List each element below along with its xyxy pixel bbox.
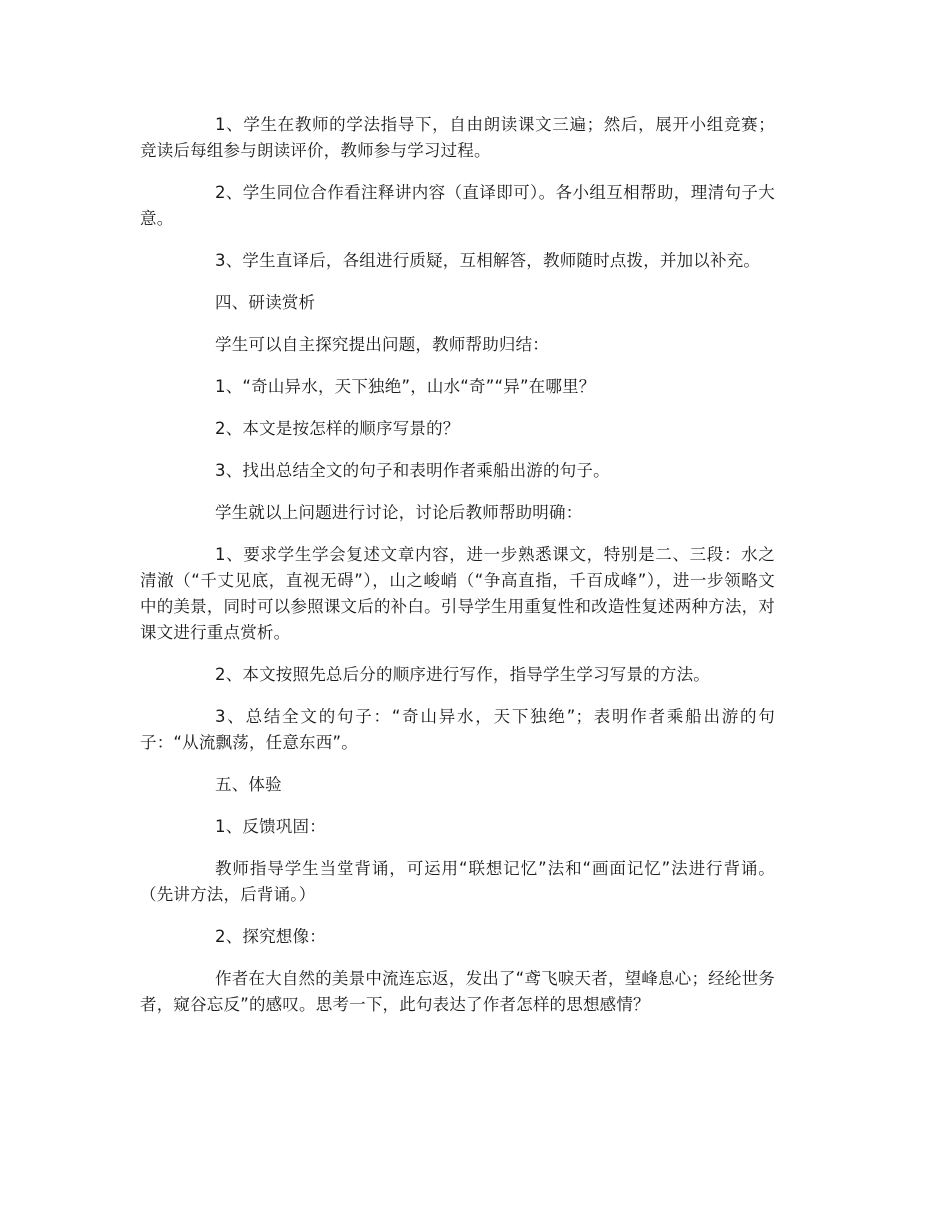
question-item-1: 1、“奇山异水，天下独绝”，山水“奇”“异”在哪里？: [215, 377, 596, 396]
paragraph-student-questions-intro: 学生可以自主探究提出问题，教师帮助归结：: [215, 335, 549, 354]
question-item-2: 2、本文是按怎样的顺序写景的？: [215, 419, 460, 438]
subheading-exploration: 2、探究想像：: [215, 927, 326, 946]
paragraph-recitation: 教师指导学生当堂背诵，可运用“联想记忆”法和“画面记忆”法进行背诵。（先讲方法，后背诵。）: [140, 859, 775, 904]
paragraph-questioning: 3、学生直译后，各组进行质疑，互相解答，教师随时点拨，并加以补充。: [215, 251, 761, 270]
paragraph-discussion-intro: 学生就以上问题进行讨论，讨论后教师帮助明确：: [215, 503, 583, 522]
answer-item-2: 2、本文按照先总后分的顺序进行写作，指导学生学习写景的方法。: [215, 665, 710, 684]
document-body: [140, 112, 775, 1034]
answer-item-3: 3、总结全文的句子：“奇山异水，天下独绝”；表明作者乘船出游的句子：“从流飘荡，任意东西”。: [140, 707, 775, 752]
question-item-3: 3、找出总结全文的句子和表明作者乘船出游的句子。: [215, 461, 610, 480]
paragraph-reflection: 作者在大自然的美景中流连忘返，发出了“鸢飞唳天者，望峰息心；经纶世务者，窥谷忘反”的感叹。思考一下，此句表达了作者怎样的思想感情？: [140, 969, 775, 1014]
section-heading-study-appreciation: 四、研读赏析: [215, 293, 316, 312]
subheading-feedback: 1、反馈巩固：: [215, 817, 326, 836]
section-heading-experience: 五、体验: [215, 775, 282, 794]
answer-item-1: 1、要求学生学会复述文章内容，进一步熟悉课文，特别是二、三段：水之清澈（“千丈见底，直视无碍”），山之峻峭（“争高直指，千百成峰”），进一步领略文中的美景，同时可以参照课文后的补白。引导学生用重复性和改造性复述两种方法，对课文进行重点赏析。: [140, 545, 775, 642]
paragraph-partner-annotation: 2、学生同位合作看注释讲内容（直译即可）。各小组互相帮助，理清句子大意。: [140, 183, 775, 228]
paragraph-reading-practice: 1、学生在教师的学法指导下，自由朗读课文三遍；然后，展开小组竞赛；竞读后每组参与朗读评价，教师参与学习过程。: [140, 115, 775, 160]
